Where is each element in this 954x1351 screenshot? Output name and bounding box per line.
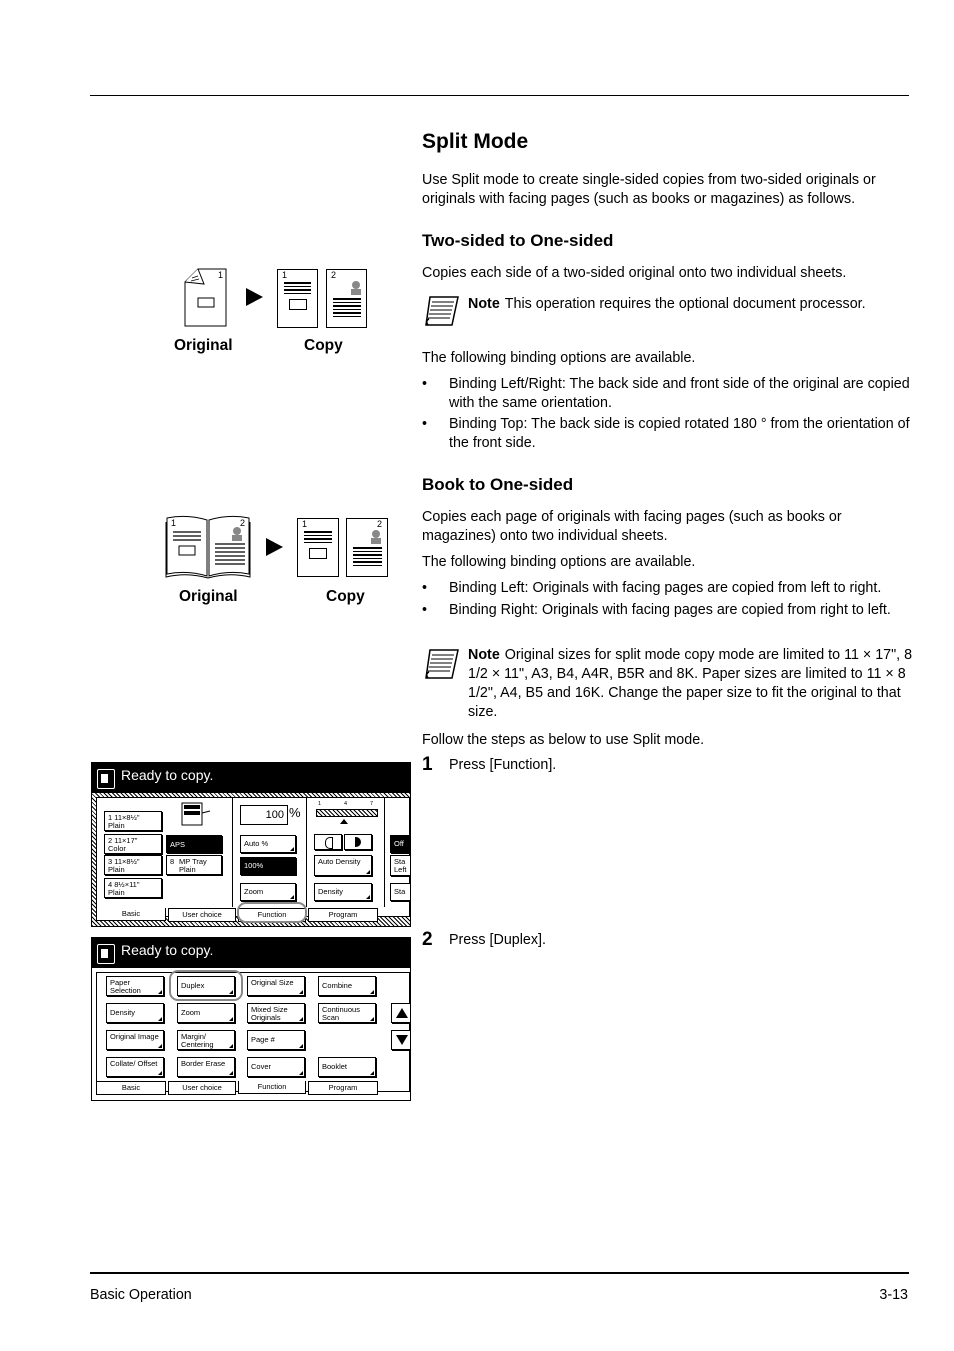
- arrow-up-icon: [396, 1008, 408, 1018]
- page-number: 1: [282, 270, 288, 280]
- section1-options-intro: The following binding options are available.: [422, 350, 696, 366]
- tab-user-choice[interactable]: User choice: [168, 1081, 236, 1095]
- status-bar: [92, 763, 410, 793]
- status-text: Ready to copy.: [121, 767, 214, 783]
- section-heading-two-sided: Two-sided to One-sided: [422, 231, 614, 250]
- paper-path-icon: [180, 801, 212, 829]
- page-number-button[interactable]: Page #: [247, 1030, 305, 1050]
- note-icon: [424, 647, 462, 681]
- bullet-text: Binding Top: The back side is copied rotated 180 ° from the orientation of the front side.: [449, 416, 910, 451]
- section1-text: Copies each side of a two-sided original onto two individual sheets.: [422, 265, 847, 281]
- header-rule: [90, 95, 909, 96]
- note-2: [468, 646, 913, 722]
- scroll-up-button[interactable]: [391, 1003, 411, 1023]
- page-title: Split Mode: [422, 130, 529, 153]
- arrow-down-icon: [396, 1035, 408, 1045]
- tab-user-choice[interactable]: User choice: [168, 908, 236, 922]
- copier-panel-function: [91, 937, 411, 1101]
- combine-button[interactable]: Combine: [318, 976, 376, 996]
- auto-density-button[interactable]: Auto Density: [314, 855, 372, 876]
- lighter-button[interactable]: [314, 834, 342, 850]
- border-erase-button[interactable]: Border Erase: [177, 1057, 235, 1077]
- zoom-unit: %: [289, 805, 301, 820]
- intro-text: Use Split mode to create single-sided copies from two-sided originals or originals with facing pages (such as books or magazines) as follows.: [422, 172, 876, 207]
- tray-button[interactable]: 1 11×8½" Plain: [104, 811, 162, 831]
- tab-function[interactable]: Function: [238, 908, 306, 922]
- margin-centering-button[interactable]: Margin/ Centering: [177, 1030, 235, 1050]
- status-text: Ready to copy.: [121, 942, 214, 958]
- copier-panel-basic: Ready to copy. 1 11×8½" Plain 2 11×17" Color 3 11×8½" Plain 4 8½×11" Plain APS 8 MP Tray Plain 100 % Auto % 100% Zoom 1 4 7 Auto Density Density Off Sta Left Sta Basic User choice Function Program: [91, 762, 411, 927]
- mixed-size-originals-button[interactable]: Mixed Size Originals: [247, 1003, 305, 1023]
- duplex-button[interactable]: Duplex: [177, 976, 235, 996]
- footer-chapter: Basic Operation: [90, 1287, 192, 1303]
- page-number: 2: [240, 518, 246, 528]
- page-number: 2: [331, 270, 337, 280]
- mp-tray-button[interactable]: 8 MP Tray Plain: [166, 855, 222, 875]
- tray-button[interactable]: 2 11×17" Color: [104, 834, 162, 854]
- note-icon: [424, 294, 462, 328]
- zoom-100-button[interactable]: 100%: [240, 857, 296, 875]
- footer-page-number: 3-13: [879, 1287, 908, 1303]
- highlight-ring: [169, 970, 243, 1001]
- tab-program[interactable]: Program: [308, 908, 378, 922]
- note-text: This operation requires the optional document processor.: [504, 296, 866, 312]
- page-number: 1: [218, 270, 224, 280]
- section2-options-intro: The following binding options are available.: [422, 554, 696, 570]
- density-button[interactable]: Density: [106, 1003, 164, 1023]
- page-number: 2: [377, 519, 383, 529]
- tray-button[interactable]: 3 11×8½" Plain: [104, 855, 162, 875]
- off-button[interactable]: Off: [390, 835, 411, 853]
- step-text: Press [Function].: [449, 757, 557, 773]
- aps-button[interactable]: APS: [166, 835, 222, 853]
- bullet-text: Binding Left: Originals with facing pages are copied from left to right.: [449, 580, 882, 596]
- zoom-display: 100: [240, 805, 288, 825]
- status-bar: [92, 938, 410, 968]
- original-caption: Original: [174, 337, 233, 354]
- arrow-right-icon: [246, 288, 263, 306]
- copy-caption: Copy: [304, 337, 343, 354]
- step-number: 2: [422, 929, 433, 950]
- staple-left-button[interactable]: Sta Left: [390, 855, 411, 876]
- tab-basic[interactable]: Basic: [96, 908, 166, 921]
- tab-function[interactable]: Function: [238, 1081, 306, 1094]
- open-book-icon: [165, 514, 251, 580]
- copier-icon: [97, 944, 115, 964]
- zoom-button[interactable]: Zoom: [240, 883, 296, 901]
- zoom-button[interactable]: Zoom: [177, 1003, 235, 1023]
- contrast-light-icon: [325, 837, 333, 849]
- copier-icon: [97, 769, 115, 789]
- density-bar: [316, 809, 378, 817]
- section-heading-book: Book to One-sided: [422, 475, 574, 494]
- copy-caption: Copy: [326, 588, 365, 605]
- step-number: 1: [422, 754, 433, 775]
- original-image-button[interactable]: Original Image: [106, 1030, 164, 1050]
- note-label: Note: [468, 296, 500, 312]
- note-1: [468, 295, 913, 314]
- scroll-down-button[interactable]: [391, 1030, 411, 1050]
- tab-basic[interactable]: Basic: [96, 1081, 166, 1095]
- bullet-text: Binding Left/Right: The back side and front side of the original are copied with the same orientation.: [449, 376, 910, 411]
- original-caption: Original: [179, 588, 238, 605]
- contrast-dark-icon: [355, 837, 361, 847]
- highlight-ring: [237, 902, 307, 923]
- footer-rule: [90, 1272, 909, 1274]
- darker-button[interactable]: [344, 834, 372, 850]
- staple-button[interactable]: Sta: [390, 883, 411, 901]
- paper-selection-button[interactable]: Paper Selection: [106, 976, 164, 996]
- continuous-scan-button[interactable]: Continuous Scan: [318, 1003, 376, 1023]
- density-button[interactable]: Density: [314, 883, 372, 901]
- auto-zoom-button[interactable]: Auto %: [240, 835, 296, 853]
- tab-program[interactable]: Program: [308, 1081, 378, 1095]
- section2-text: Copies each page of originals with facing pages (such as books or magazines) onto two individual sheets.: [422, 509, 842, 544]
- note-text: Original sizes for split mode copy mode are limited to 11 × 17", 8 1/2 × 11", A3, B4, A4R, B5R and 8K. Paper sizes are limited to 11 × 8 1/2", A4, B5 and 16K. Change the paper size to fit the original to that size.: [468, 647, 913, 720]
- note-label: Note: [468, 647, 500, 663]
- arrow-right-icon: [266, 538, 283, 556]
- cover-button[interactable]: Cover: [247, 1057, 305, 1077]
- steps-intro: Follow the steps as below to use Split mode.: [422, 732, 705, 748]
- bullet-text: Binding Right: Originals with facing pages are copied from right to left.: [449, 602, 891, 618]
- step-text: Press [Duplex].: [449, 932, 546, 948]
- original-size-button[interactable]: Original Size: [247, 976, 305, 996]
- booklet-button[interactable]: Booklet: [318, 1057, 376, 1077]
- page-number: 1: [302, 519, 308, 529]
- tray-button[interactable]: 4 8½×11" Plain: [104, 878, 162, 898]
- density-marker-icon: [340, 819, 348, 824]
- collate-offset-button[interactable]: Collate/ Offset: [106, 1057, 164, 1077]
- page-number: 1: [171, 518, 177, 528]
